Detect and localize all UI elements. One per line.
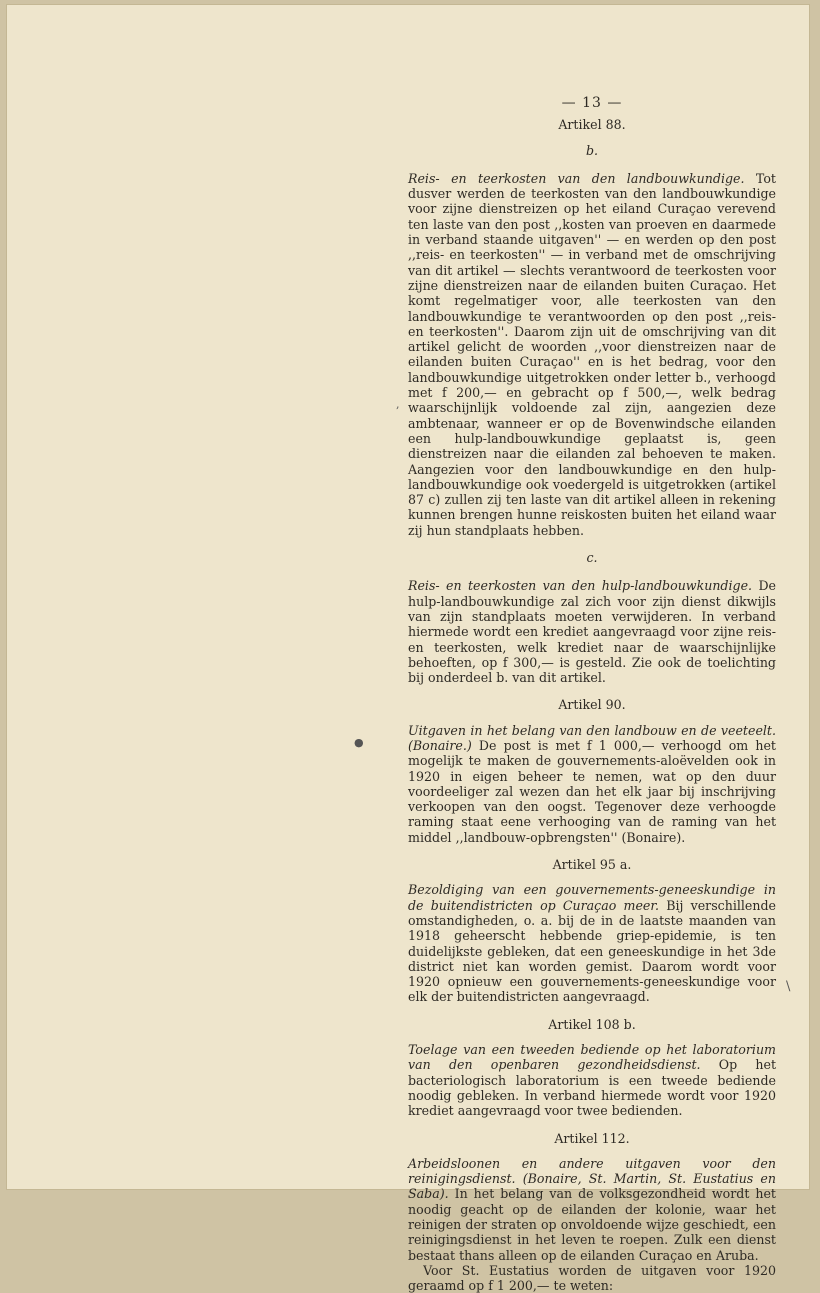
article-95a-text: Bij verschillende omstandigheden, o. a. bij de in de laatste maanden van 1918 geheerscht hebbende griep-epidemie, is ten duidelijkste gebleken, dat een geneeskundige in het 3de district niet kan worden gemist. Daarom wordt voor 1920 opnieuw een gouvernements-geneeskundige voor elk der buitendistricten aangevraagd. (408, 897, 776, 1005)
pencil-mark: , (396, 398, 400, 411)
section-b-text: Tot dusver werden de teerkosten van den landbouwkundige voor zijne dienstreizen op het eiland Curaçao verevend ten laste van den post ,,kosten van proeven en daarmede in verband staande uitgaven'' — en werden op den post ,,reis- en teerkosten'' — in verband met de omschrijving van dit artikel — slechts verantwoord de teerkosten voor zijne dienstreizen naar de eilanden buiten Curaçao. Het komt regelmatiger voor, alle teerkosten van den landbouwkundige te verantwoorden op den post ,,reis- en teerkosten''. Daarom zijn uit de omschrijving van dit artikel gelicht de woorden ,,voor dienstreizen naar de eilanden buiten Curaçao'' en is het bedrag, voor den landbouwkundige uitgetrokken onder letter b., verhoogd met f 200,— en gebracht op f 500,—, welk bedrag waarschijnlijk voldoende zal zijn, aangezien deze ambtenaar, wanneer er op de Bovenwindsche eilanden een hulp-landbouwkundige geplaatst is, geen dienstreizen naar die eilanden zal behoeven te maken. Aangezien voor den landbouwkundige en den hulp-landbouwkundige ook voedergeld is uitgetrokken (artikel 87 c) zullen zij ten laste van dit artikel alleen in rekening kunnen brengen hunne reiskosten buiten het eiland waar zij hun standplaats hebben. (408, 170, 776, 538)
article-112-text: In het belang van de volksgezondheid wordt het noodig geacht op de eilanden der kolonie, waar het reinigen der straten op onvoldoende wijze geschiedt, een reinigingsdienst in het leven te roepen. Zulk een dienst bestaat thans alleen op de eilanden Curaçao en Aruba. (408, 1186, 776, 1263)
text-column (408, 96, 776, 1293)
article-88-b-paragraph (408, 171, 776, 538)
section-c-label: c. (586, 550, 598, 566)
article-108b-heading: Artikel 108 b. (548, 1016, 636, 1032)
article-90-paragraph (408, 723, 776, 845)
page-number: — 13 — (561, 95, 623, 111)
section-c-text: De hulp-landbouwkundige zal zich voor zijn dienst dikwijls van zijn standplaats moeten verwijderen. In verband hiermede wordt een krediet aangevraagd voor zijne reis- en teerkosten, welk krediet naar de waarschijnlijke behoeften, op f 300,— is gesteld. Zie ook de toelichting bij onderdeel b. van dit artikel. (408, 578, 776, 686)
article-95a-paragraph (408, 882, 776, 1004)
article-112-paragraph (408, 1156, 776, 1263)
document-page (6, 4, 810, 1293)
article-90-text: De post is met f 1 000,— verhoogd om het mogelijk te maken de gouvernements-aloëvelden ook in 1920 in eigen beheer te nemen, wat op den duur voordeeliger zal wezen dan het elk jaar bij inschrijving verkoopen van den oogst. Tegenover deze verhoogde raming staat eene verhooging van de raming van het middel ,,landbouw-opbrengsten'' (Bonaire). (408, 737, 776, 845)
article-108b-paragraph (408, 1042, 776, 1118)
article-88-heading: Artikel 88. (558, 117, 626, 133)
article-108b-text: Op het bacteriologisch laboratorium is een tweede bediende noodig gebleken. In verband hiermede wordt voor 1920 krediet aangevraagd voor twee bedienden. (408, 1057, 777, 1119)
article-112-paragraph-2: Voor St. Eustatius worden de uitgaven voor 1920 geraamd op f 1 200,— te weten: (408, 1262, 776, 1293)
article-95a-heading: Artikel 95 a. (552, 857, 632, 873)
article-112-title: Arbeidsloonen en andere uitgaven voor den reinigingsdienst. (Bonaire, St. Martin, St. Eustatius en Saba). (408, 1155, 776, 1202)
article-90-title: Uitgaven in het belang van den landbouw en de veeteelt. (Bonaire.) (408, 722, 776, 753)
article-90-heading: Artikel 90. (558, 697, 626, 713)
article-108b-title: Toelage van een tweeden bediende op het laboratorium van den openbaren gezondheidsdienst. (408, 1042, 776, 1073)
section-c-title: Reis- en teerkosten van den hulp-landbouwkundige. (408, 578, 753, 594)
ink-dot: ● (354, 736, 364, 749)
pencil-mark: \ (786, 979, 791, 994)
section-b-title: Reis- en teerkosten van den landbouwkundige. (408, 170, 745, 186)
article-112-heading: Artikel 112. (554, 1130, 630, 1146)
article-88-c-paragraph (408, 578, 776, 685)
article-95a-title: Bezoldiging van een gouvernements-geneeskundige in de buitendistricten op Curaçao meer. (408, 882, 776, 913)
section-b-label: b. (585, 142, 599, 158)
